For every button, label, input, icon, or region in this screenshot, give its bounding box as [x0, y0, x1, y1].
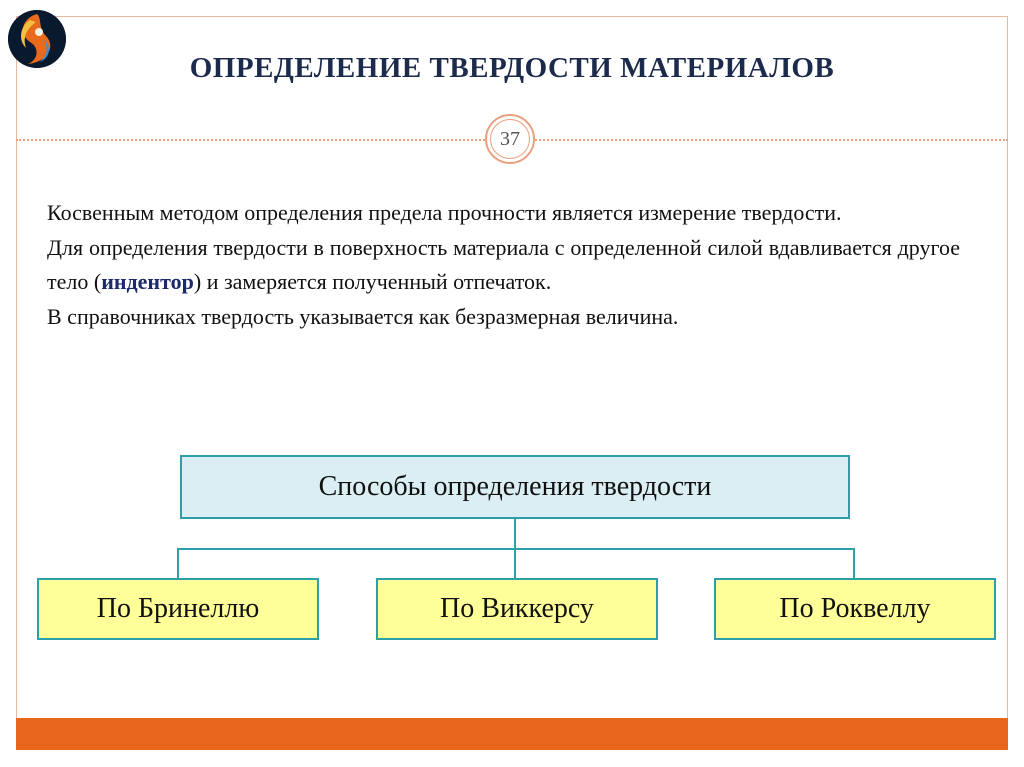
paragraph-2-start: Для определения твердости в поверхность материала с определенной силой вдавливается другое тело ( — [47, 234, 960, 294]
method-brinell-box: По Бринеллю — [37, 578, 319, 640]
page-number: 37 — [485, 114, 535, 164]
body-text — [47, 196, 960, 334]
diagram-root-box: Способы определения твердости — [180, 455, 850, 519]
connector-right — [853, 548, 855, 578]
paragraph-1: Косвенным методом определения предела прочности является измерение твердости. — [47, 200, 842, 225]
footer-accent-bar — [16, 718, 1008, 750]
connector-horizontal — [177, 548, 855, 550]
paragraph-3: В справочниках твердость указывается как безразмерная величина. — [47, 303, 679, 329]
method-vickers-box: По Виккерсу — [376, 578, 658, 640]
keyword-indentor: индентор — [101, 269, 194, 294]
paragraph-2-end: ) и замеряется полученный отпечаток. — [193, 269, 552, 294]
connector-center — [514, 548, 516, 578]
method-rockwell-box: По Роквеллу — [714, 578, 996, 640]
slide-title: ОПРЕДЕЛЕНИЕ ТВЕРДОСТИ МАТЕРИАЛОВ — [189, 52, 835, 84]
connector-root-stem — [514, 519, 516, 549]
connector-left — [177, 548, 179, 578]
paragraph-2 — [47, 231, 960, 300]
